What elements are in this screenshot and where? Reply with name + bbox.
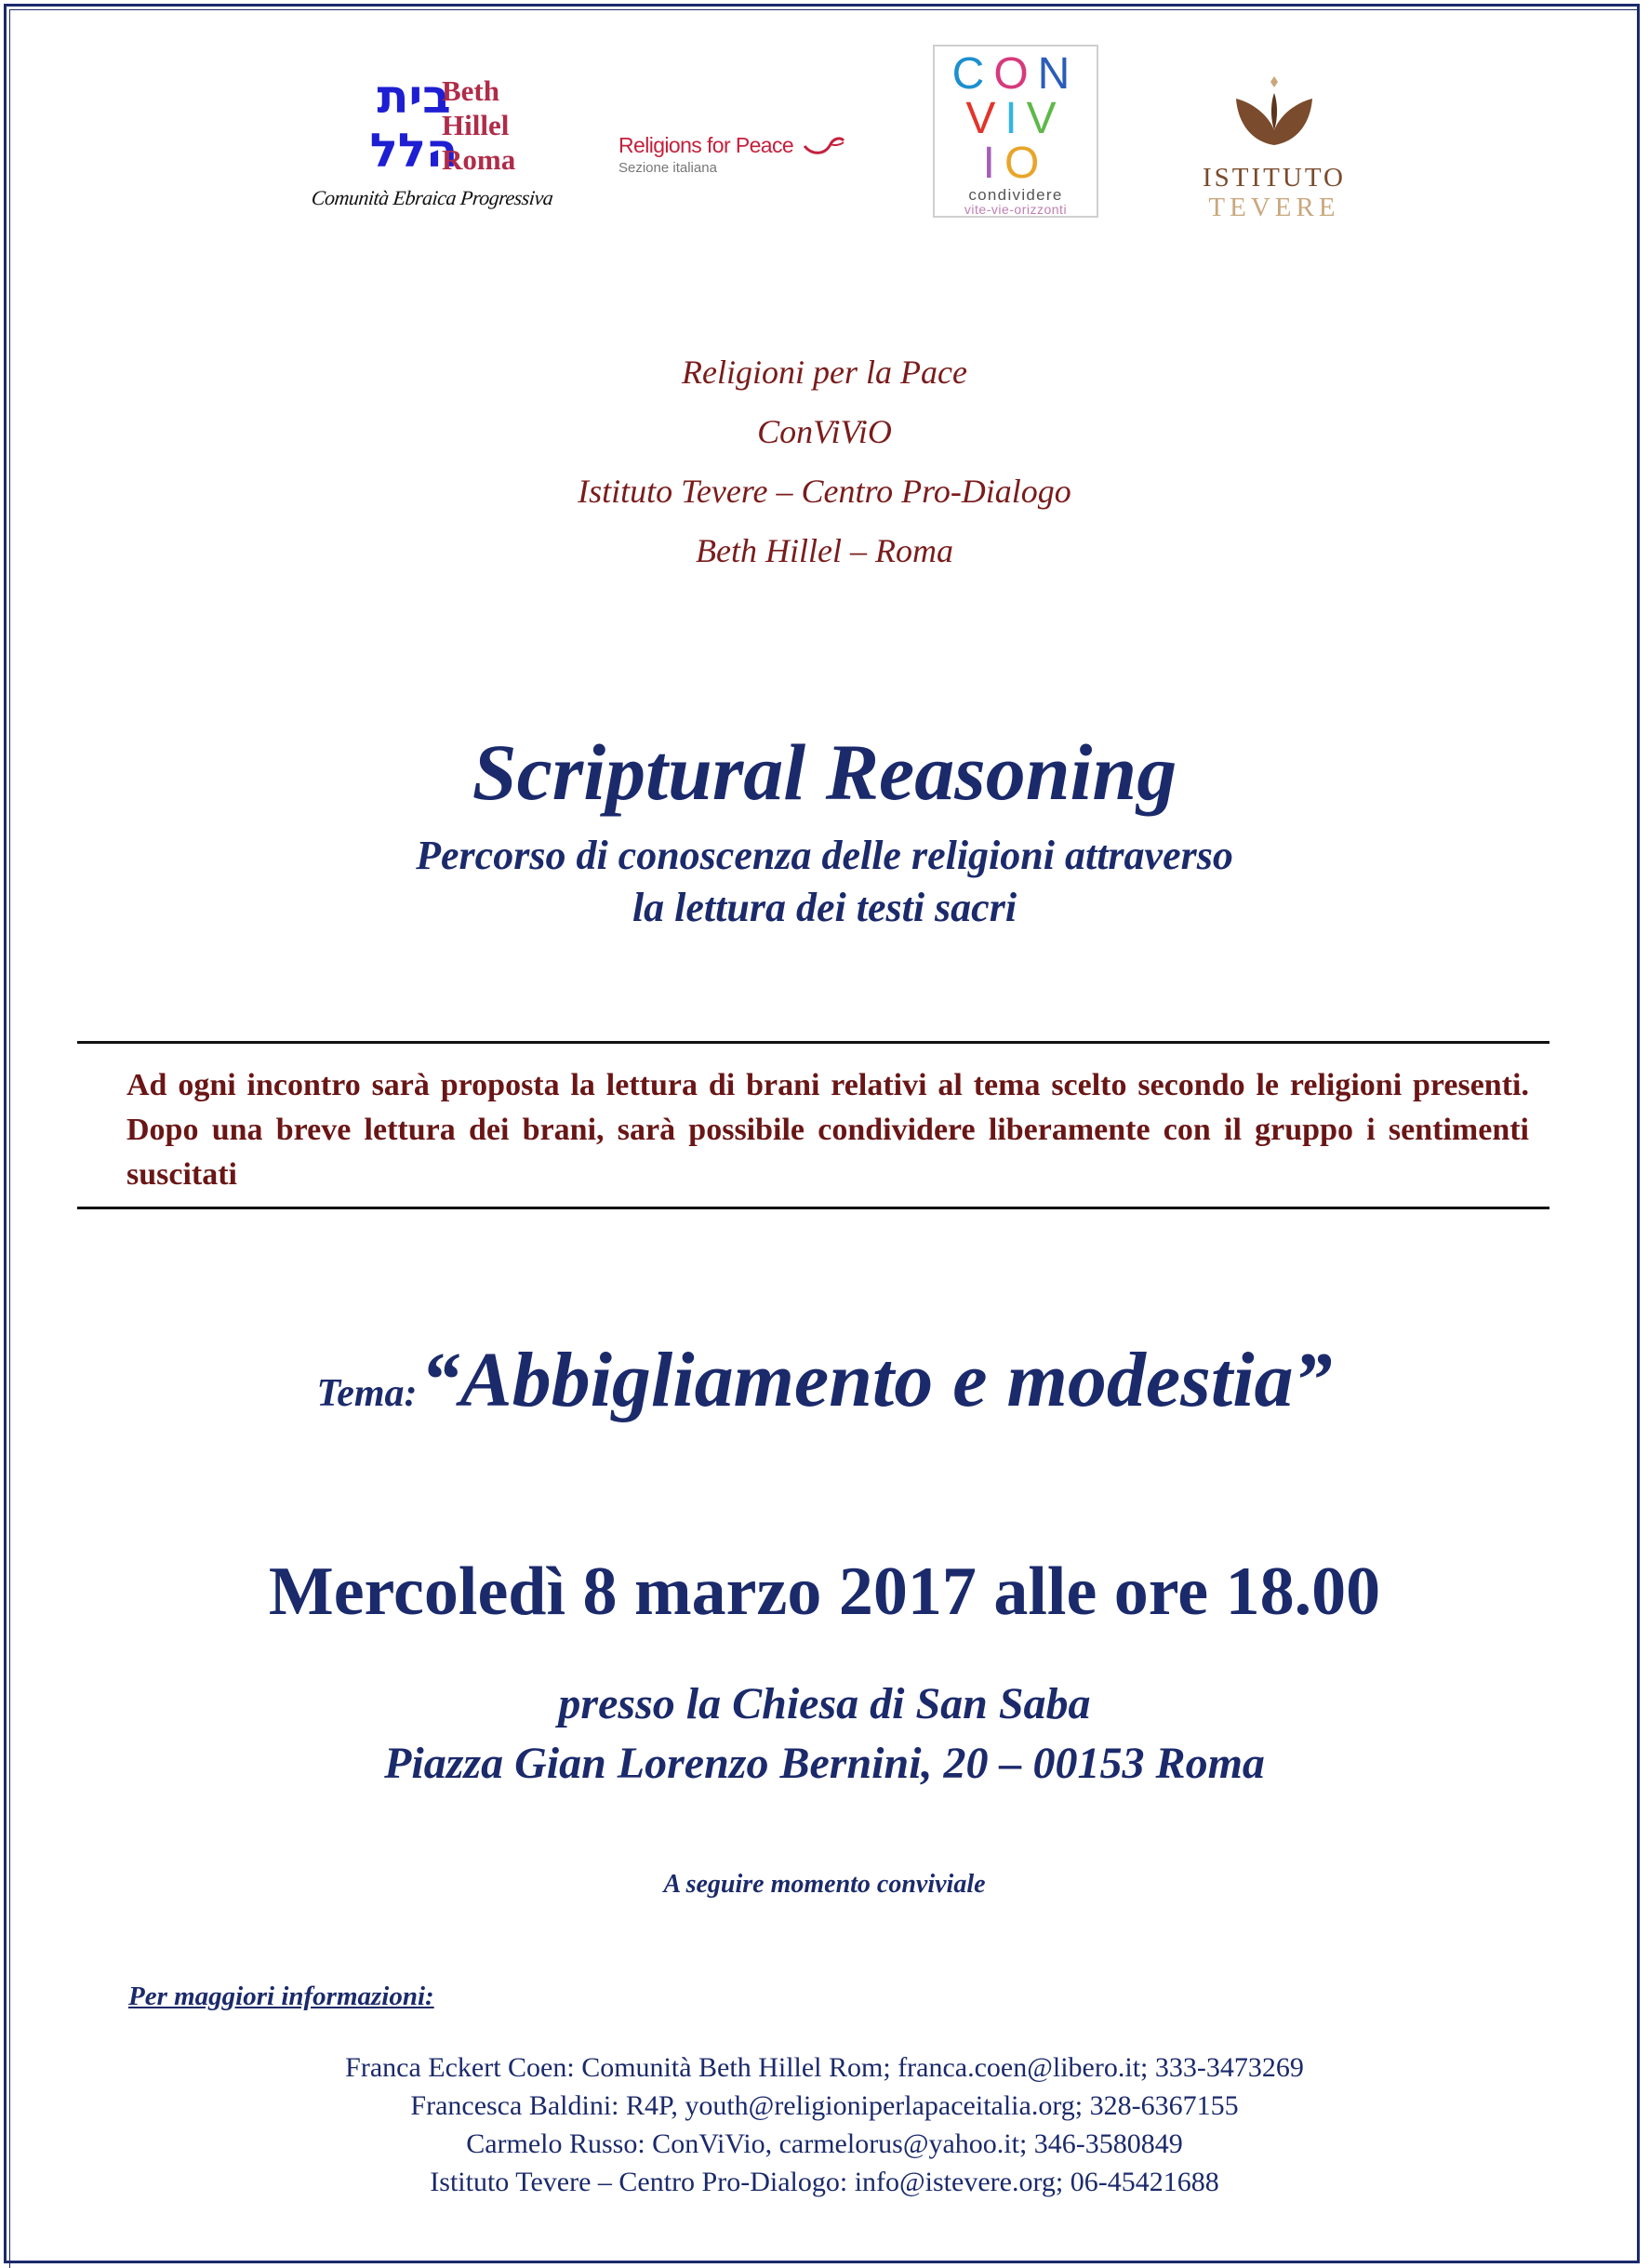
event-description: Ad ogni incontro sarà proposta la lettura di brani relativi al tema scelto secondo le religioni presenti. Dopo una breve lettura dei brani, sarà possibile condividere liberamente con il gruppo i sentimenti suscitati [126,1068,1529,1192]
tevere-line-2: TEVERE [1208,193,1340,222]
letter-c: C [951,49,994,99]
organizer-list [0,342,1649,580]
more-info-label: Per maggiori informazioni: [128,1981,434,2011]
hebrew-line-2: הלל [369,124,459,178]
letter-o: O [993,49,1038,99]
beth-word: Beth [442,74,499,107]
contact-item: Carmelo Russo: ConViVio, carmelorus@yahoo.it; 346-3580849 [466,2128,1183,2159]
religions-for-peace-logo [618,133,851,189]
venue-line-1: presso la Chiesa di San Saba [558,1679,1091,1728]
istituto-tevere-logo [1190,74,1358,223]
organizer-item: Religioni per la Pace [682,354,967,391]
beth-hillel-subtitle: Comunità Ebraica Progressiva [310,186,554,209]
rfp-subtitle: Sezione italiana [618,160,717,176]
subtitle-line-2: la lettura dei testi sacri [632,885,1017,930]
follow-up-note: A seguire momento conviviale [663,1870,986,1899]
tevere-leaf-icon [1232,74,1316,147]
organizer-item: ConViViO [757,413,892,450]
contact-list [0,2048,1649,2201]
tema-heading [0,1335,1649,1425]
convivio-row-3 [935,141,1097,186]
convivio-tagline-2: vite-vie-orizzonti [964,202,1068,217]
beth-hillel-words [442,73,515,177]
letter-i: I [982,139,1004,188]
hillel-word: Hillel [442,109,510,141]
letter-n: N [1037,49,1080,99]
bottom-divider [77,1207,1549,1209]
rfp-dove-icon [803,133,845,157]
letter-o: O [1004,139,1049,188]
contact-item: Franca Eckert Coen: Comunità Beth Hillel Rom; franca.coen@libero.it; 333-3473269 [345,2052,1304,2083]
convivio-letters [935,49,1097,188]
organizer-item: Beth Hillel – Roma [696,532,953,569]
convivio-logo [933,45,1098,218]
contact-item: Francesca Baldini: R4P, youth@religioniperlapaceitalia.org; 328-6367155 [410,2090,1239,2121]
hebrew-line-1: בית [377,70,451,124]
event-subtitle [0,830,1649,934]
convivio-tagline-1: condividere [968,186,1063,204]
letter-v: V [1026,94,1066,143]
top-divider [77,1041,1549,1044]
venue-line-2: Piazza Gian Lorenzo Bernini, 20 – 00153 Roma [384,1739,1265,1788]
tevere-line-1: ISTITUTO [1203,163,1346,193]
tema-label: Tema: [316,1372,418,1415]
subtitle-line-1: Percorso di conoscenza delle religioni attraverso [416,833,1233,878]
event-venue [0,1674,1649,1794]
organizer-item: Istituto Tevere – Centro Pro-Dialogo [578,473,1071,510]
letter-v: V [965,94,1005,143]
event-date-time: Mercoledì 8 marzo 2017 alle ore 18.00 [268,1554,1381,1630]
convivio-row-2 [935,94,1097,143]
convivio-row-1 [935,49,1097,99]
roma-word: Roma [442,143,516,176]
tema-value: “Abbigliamento e modestia” [420,1337,1333,1423]
rfp-name: Religions for Peace [618,133,794,157]
beth-hillel-logo [312,70,577,228]
contact-item: Istituto Tevere – Centro Pro-Dialogo: info@istevere.org; 06-45421688 [430,2167,1219,2197]
event-title: Scriptural Reasoning [472,727,1177,817]
letter-i: I [1004,94,1027,143]
